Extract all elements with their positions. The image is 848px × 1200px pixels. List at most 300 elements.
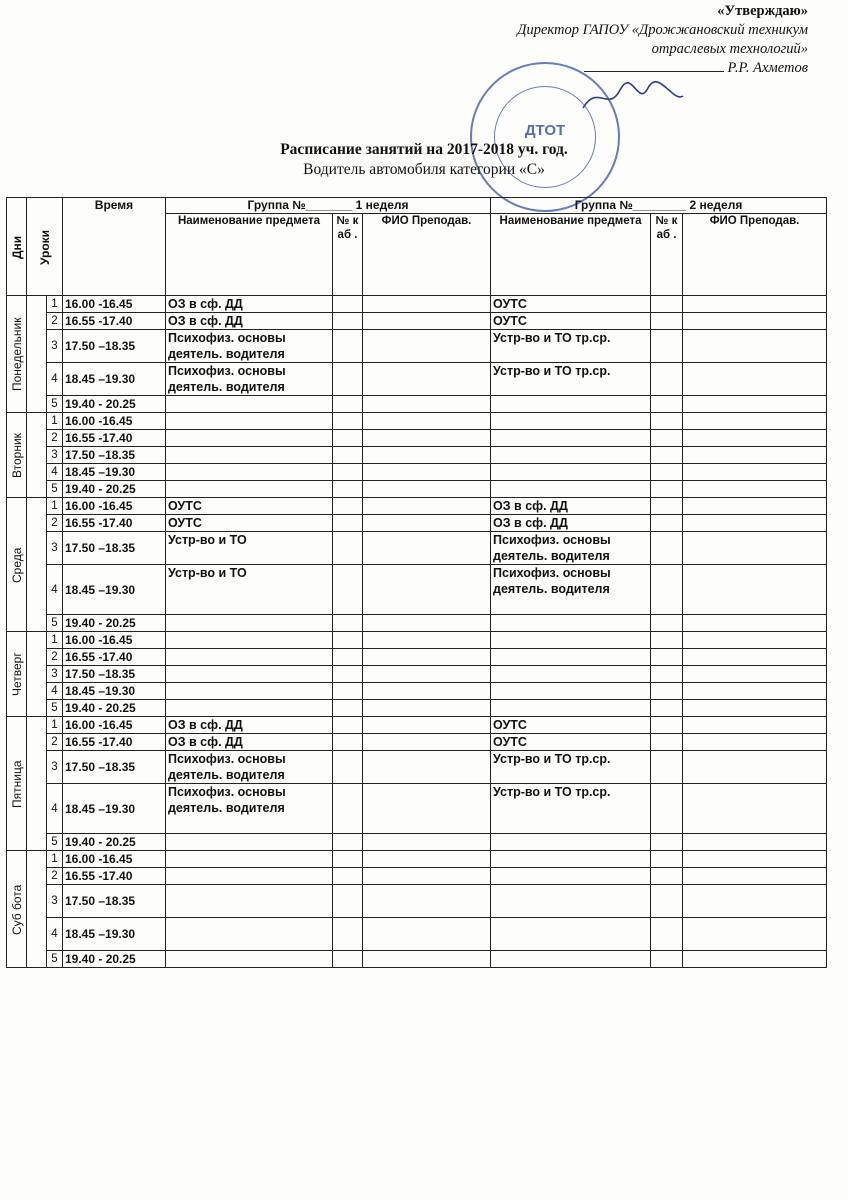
group2-room xyxy=(651,734,683,751)
group2-teacher xyxy=(683,951,827,968)
table-row xyxy=(7,430,827,447)
group1-subject: Психофиз. основы деятель. водителя xyxy=(166,751,333,784)
group2-room xyxy=(651,413,683,430)
day-name: Суб бота xyxy=(7,851,27,968)
group1-teacher xyxy=(363,515,491,532)
group2-subject xyxy=(491,481,651,498)
group2-teacher xyxy=(683,396,827,413)
group1-subject xyxy=(166,868,333,885)
group2-teacher xyxy=(683,868,827,885)
table-row xyxy=(7,951,827,968)
day-gap xyxy=(27,413,47,498)
group1-teacher xyxy=(363,851,491,868)
group2-subject: Устр-во и ТО тр.ср. xyxy=(491,330,651,363)
group2-room xyxy=(651,447,683,464)
approval-director: Директор ГАПОУ «Дрожжановский техникум xyxy=(517,22,808,38)
group2-room xyxy=(651,330,683,363)
group2-teacher xyxy=(683,296,827,313)
lesson-time: 18.45 –19.30 xyxy=(63,784,166,834)
table-row xyxy=(7,296,827,313)
group2-teacher xyxy=(683,498,827,515)
table-row xyxy=(7,532,827,565)
lesson-time: 16.00 -16.45 xyxy=(63,413,166,430)
lesson-number: 2 xyxy=(47,313,63,330)
group1-room xyxy=(333,918,363,951)
group2-room xyxy=(651,868,683,885)
table-row xyxy=(7,313,827,330)
group1-room xyxy=(333,683,363,700)
day-name: Вторник xyxy=(7,413,27,498)
group1-room xyxy=(333,784,363,834)
lesson-number: 2 xyxy=(47,430,63,447)
lesson-number: 4 xyxy=(47,565,63,615)
header-teacher-1: ФИО Преподав. xyxy=(363,214,491,296)
schedule-table xyxy=(6,197,827,968)
lesson-number: 4 xyxy=(47,683,63,700)
group2-teacher xyxy=(683,313,827,330)
group1-subject xyxy=(166,649,333,666)
lesson-number: 3 xyxy=(47,666,63,683)
group2-subject: ОУТС xyxy=(491,296,651,313)
group2-room xyxy=(651,683,683,700)
group1-subject: Устр-во и ТО xyxy=(166,532,333,565)
group1-room xyxy=(333,632,363,649)
header-subject-1: Наименование предмета xyxy=(166,214,333,296)
table-row xyxy=(7,784,827,834)
group2-subject xyxy=(491,632,651,649)
group1-teacher xyxy=(363,430,491,447)
group2-room xyxy=(651,951,683,968)
group1-subject: Психофиз. основы деятель. водителя xyxy=(166,363,333,396)
lesson-time: 19.40 - 20.25 xyxy=(63,615,166,632)
group1-room xyxy=(333,313,363,330)
group1-teacher xyxy=(363,565,491,615)
group2-room xyxy=(651,700,683,717)
table-row xyxy=(7,683,827,700)
group2-subject xyxy=(491,615,651,632)
group2-teacher xyxy=(683,851,827,868)
group1-room xyxy=(333,515,363,532)
group1-room xyxy=(333,951,363,968)
group2-room xyxy=(651,532,683,565)
lesson-number: 4 xyxy=(47,464,63,481)
lesson-time: 16.00 -16.45 xyxy=(63,717,166,734)
table-row xyxy=(7,464,827,481)
table-row xyxy=(7,868,827,885)
group1-room xyxy=(333,481,363,498)
day-gap xyxy=(27,632,47,717)
group1-subject: ОЗ в сф. ДД xyxy=(166,734,333,751)
lesson-time: 18.45 –19.30 xyxy=(63,363,166,396)
group1-subject xyxy=(166,481,333,498)
table-row xyxy=(7,918,827,951)
group1-room xyxy=(333,851,363,868)
stamp-text: ДТОТ xyxy=(524,122,566,139)
group1-room xyxy=(333,700,363,717)
group1-subject xyxy=(166,447,333,464)
group1-teacher xyxy=(363,951,491,968)
lesson-number: 5 xyxy=(47,481,63,498)
table-row xyxy=(7,481,827,498)
day-name: Среда xyxy=(7,498,27,632)
group2-room xyxy=(651,565,683,615)
lesson-number: 5 xyxy=(47,700,63,717)
group2-subject xyxy=(491,683,651,700)
group2-subject: ОЗ в сф. ДД xyxy=(491,498,651,515)
group2-teacher xyxy=(683,330,827,363)
group2-subject: ОУТС xyxy=(491,717,651,734)
group1-teacher xyxy=(363,918,491,951)
group1-subject: ОЗ в сф. ДД xyxy=(166,296,333,313)
group2-room xyxy=(651,615,683,632)
group1-teacher xyxy=(363,751,491,784)
lesson-time: 16.55 -17.40 xyxy=(63,649,166,666)
lesson-time: 16.55 -17.40 xyxy=(63,734,166,751)
lesson-number: 2 xyxy=(47,734,63,751)
table-row xyxy=(7,885,827,918)
table-row xyxy=(7,447,827,464)
group1-teacher xyxy=(363,734,491,751)
group2-subject xyxy=(491,464,651,481)
group2-room xyxy=(651,363,683,396)
lesson-number: 2 xyxy=(47,868,63,885)
lesson-number: 2 xyxy=(47,649,63,666)
group2-teacher xyxy=(683,717,827,734)
header-group2: Группа №________ 2 неделя xyxy=(491,198,827,214)
header-room-1: № к аб . xyxy=(333,214,363,296)
group2-subject: ОУТС xyxy=(491,313,651,330)
lesson-time: 18.45 –19.30 xyxy=(63,683,166,700)
group1-teacher xyxy=(363,413,491,430)
lesson-time: 18.45 –19.30 xyxy=(63,565,166,615)
group1-teacher xyxy=(363,296,491,313)
group2-room xyxy=(651,632,683,649)
group2-room xyxy=(651,313,683,330)
group1-room xyxy=(333,447,363,464)
group1-subject: ОУТС xyxy=(166,498,333,515)
group1-subject xyxy=(166,413,333,430)
table-row xyxy=(7,734,827,751)
group1-room xyxy=(333,330,363,363)
group1-room xyxy=(333,885,363,918)
group1-subject: ОУТС xyxy=(166,515,333,532)
document-title xyxy=(0,140,848,180)
group2-teacher xyxy=(683,918,827,951)
lesson-number: 1 xyxy=(47,717,63,734)
lesson-time: 16.00 -16.45 xyxy=(63,851,166,868)
group1-teacher xyxy=(363,868,491,885)
group2-teacher xyxy=(683,565,827,615)
group1-subject xyxy=(166,834,333,851)
group1-subject: ОЗ в сф. ДД xyxy=(166,313,333,330)
group2-room xyxy=(651,430,683,447)
table-row xyxy=(7,700,827,717)
group2-teacher xyxy=(683,784,827,834)
group2-teacher xyxy=(683,515,827,532)
group1-teacher xyxy=(363,632,491,649)
group1-subject xyxy=(166,851,333,868)
table-row xyxy=(7,363,827,396)
group2-subject: Устр-во и ТО тр.ср. xyxy=(491,751,651,784)
group2-room xyxy=(651,396,683,413)
group1-teacher xyxy=(363,481,491,498)
group1-teacher xyxy=(363,330,491,363)
lesson-time: 19.40 - 20.25 xyxy=(63,834,166,851)
group2-teacher xyxy=(683,481,827,498)
group2-subject: Устр-во и ТО тр.ср. xyxy=(491,784,651,834)
group1-teacher xyxy=(363,683,491,700)
group2-subject xyxy=(491,951,651,968)
group2-subject: ОЗ в сф. ДД xyxy=(491,515,651,532)
group2-teacher xyxy=(683,532,827,565)
table-row xyxy=(7,565,827,615)
group2-subject: Устр-во и ТО тр.ср. xyxy=(491,363,651,396)
group1-subject xyxy=(166,666,333,683)
group1-subject: Устр-во и ТО xyxy=(166,565,333,615)
group1-teacher xyxy=(363,717,491,734)
group1-room xyxy=(333,565,363,615)
table-row xyxy=(7,396,827,413)
group1-subject xyxy=(166,951,333,968)
table-row xyxy=(7,751,827,784)
header-subject-2: Наименование предмета xyxy=(491,214,651,296)
group1-subject xyxy=(166,464,333,481)
group2-room xyxy=(651,885,683,918)
group1-teacher xyxy=(363,649,491,666)
group2-subject xyxy=(491,430,651,447)
group1-subject xyxy=(166,430,333,447)
table-row xyxy=(7,851,827,868)
group1-room xyxy=(333,296,363,313)
table-row xyxy=(7,632,827,649)
group2-room xyxy=(651,481,683,498)
group2-teacher xyxy=(683,649,827,666)
group2-subject: Психофиз. основы деятель. водителя xyxy=(491,532,651,565)
group2-teacher xyxy=(683,734,827,751)
group2-room xyxy=(651,851,683,868)
group1-room xyxy=(333,666,363,683)
group2-teacher xyxy=(683,632,827,649)
day-name: Понедельник xyxy=(7,296,27,413)
group1-teacher xyxy=(363,447,491,464)
header-lessons: Уроки xyxy=(27,198,63,296)
title-sub: Водитель автомобиля категории «С» xyxy=(303,161,545,178)
group2-teacher xyxy=(683,834,827,851)
group1-subject xyxy=(166,918,333,951)
table-row xyxy=(7,666,827,683)
group2-room xyxy=(651,464,683,481)
lesson-time: 17.50 –18.35 xyxy=(63,666,166,683)
group1-room xyxy=(333,396,363,413)
header-group1: Группа №_______ 1 неделя xyxy=(166,198,491,214)
group1-teacher xyxy=(363,666,491,683)
lesson-number: 1 xyxy=(47,498,63,515)
lesson-time: 18.45 –19.30 xyxy=(63,464,166,481)
group2-room xyxy=(651,498,683,515)
header-day: Дни xyxy=(7,198,27,296)
table-row xyxy=(7,413,827,430)
lesson-number: 3 xyxy=(47,751,63,784)
lesson-time: 19.40 - 20.25 xyxy=(63,481,166,498)
group1-teacher xyxy=(363,498,491,515)
lesson-number: 3 xyxy=(47,447,63,464)
approval-org: отраслевых технологий» xyxy=(651,41,808,57)
group1-teacher xyxy=(363,615,491,632)
lesson-number: 4 xyxy=(47,363,63,396)
group1-subject: ОЗ в сф. ДД xyxy=(166,717,333,734)
lesson-time: 17.50 –18.35 xyxy=(63,885,166,918)
group1-room xyxy=(333,834,363,851)
group2-teacher xyxy=(683,447,827,464)
group2-subject xyxy=(491,834,651,851)
group1-room xyxy=(333,413,363,430)
group1-subject xyxy=(166,700,333,717)
group2-teacher xyxy=(683,615,827,632)
group2-room xyxy=(651,296,683,313)
table-row xyxy=(7,498,827,515)
group1-room xyxy=(333,532,363,565)
table-row xyxy=(7,330,827,363)
lesson-number: 5 xyxy=(47,396,63,413)
approval-title: «Утверждаю» xyxy=(717,3,808,19)
group1-subject xyxy=(166,885,333,918)
group2-teacher xyxy=(683,700,827,717)
day-gap xyxy=(27,851,47,968)
group1-room xyxy=(333,498,363,515)
group1-teacher xyxy=(363,313,491,330)
group2-subject xyxy=(491,851,651,868)
day-gap xyxy=(27,498,47,632)
group2-room xyxy=(651,751,683,784)
lesson-time: 17.50 –18.35 xyxy=(63,447,166,464)
group2-subject xyxy=(491,666,651,683)
group1-room xyxy=(333,464,363,481)
group1-subject xyxy=(166,615,333,632)
lesson-number: 3 xyxy=(47,330,63,363)
lesson-number: 5 xyxy=(47,951,63,968)
group2-room xyxy=(651,834,683,851)
lesson-number: 1 xyxy=(47,851,63,868)
day-gap xyxy=(27,717,47,851)
group2-room xyxy=(651,666,683,683)
lesson-time: 17.50 –18.35 xyxy=(63,532,166,565)
group2-subject xyxy=(491,885,651,918)
signature xyxy=(578,78,688,118)
lesson-number: 3 xyxy=(47,532,63,565)
lesson-number: 1 xyxy=(47,632,63,649)
group1-room xyxy=(333,751,363,784)
lesson-number: 4 xyxy=(47,784,63,834)
group2-subject: Психофиз. основы деятель. водителя xyxy=(491,565,651,615)
group1-teacher xyxy=(363,700,491,717)
group2-teacher xyxy=(683,751,827,784)
group2-teacher xyxy=(683,885,827,918)
table-row xyxy=(7,834,827,851)
group1-teacher xyxy=(363,363,491,396)
header-time: Время xyxy=(63,198,166,296)
group1-room xyxy=(333,363,363,396)
group2-subject xyxy=(491,396,651,413)
group1-room xyxy=(333,649,363,666)
group2-subject xyxy=(491,700,651,717)
group1-subject: Психофиз. основы деятель. водителя xyxy=(166,330,333,363)
title-main: Расписание занятий на 2017-2018 уч. год. xyxy=(280,141,568,158)
group2-subject xyxy=(491,447,651,464)
lesson-time: 16.55 -17.40 xyxy=(63,868,166,885)
lesson-time: 19.40 - 20.25 xyxy=(63,396,166,413)
group1-subject xyxy=(166,632,333,649)
group1-teacher xyxy=(363,396,491,413)
group1-room xyxy=(333,717,363,734)
group2-room xyxy=(651,784,683,834)
approval-name: Р.Р. Ахметов xyxy=(727,60,808,76)
day-name: Пятница xyxy=(7,717,27,851)
group2-subject: ОУТС xyxy=(491,734,651,751)
lesson-number: 5 xyxy=(47,615,63,632)
lesson-time: 16.00 -16.45 xyxy=(63,498,166,515)
lesson-time: 17.50 –18.35 xyxy=(63,330,166,363)
group2-teacher xyxy=(683,413,827,430)
lesson-time: 16.00 -16.45 xyxy=(63,632,166,649)
group1-teacher xyxy=(363,464,491,481)
group2-room xyxy=(651,515,683,532)
lesson-time: 18.45 –19.30 xyxy=(63,918,166,951)
group1-teacher xyxy=(363,834,491,851)
group1-subject: Психофиз. основы деятель. водителя xyxy=(166,784,333,834)
table-row xyxy=(7,649,827,666)
table-row xyxy=(7,615,827,632)
group2-teacher xyxy=(683,363,827,396)
group1-teacher xyxy=(363,532,491,565)
lesson-number: 2 xyxy=(47,515,63,532)
lesson-time: 19.40 - 20.25 xyxy=(63,951,166,968)
day-name: Четверг xyxy=(7,632,27,717)
day-gap xyxy=(27,296,47,413)
header-room-2: № к аб . xyxy=(651,214,683,296)
group2-subject xyxy=(491,413,651,430)
group2-teacher xyxy=(683,464,827,481)
header-teacher-2: ФИО Преподав. xyxy=(683,214,827,296)
group2-room xyxy=(651,649,683,666)
group1-room xyxy=(333,430,363,447)
group1-subject xyxy=(166,396,333,413)
group1-room xyxy=(333,615,363,632)
table-row xyxy=(7,515,827,532)
group1-room xyxy=(333,734,363,751)
group2-teacher xyxy=(683,666,827,683)
group2-room xyxy=(651,918,683,951)
group2-teacher xyxy=(683,683,827,700)
lesson-time: 16.55 -17.40 xyxy=(63,313,166,330)
group2-teacher xyxy=(683,430,827,447)
lesson-number: 1 xyxy=(47,413,63,430)
group2-subject xyxy=(491,649,651,666)
group1-room xyxy=(333,868,363,885)
lesson-number: 5 xyxy=(47,834,63,851)
lesson-number: 1 xyxy=(47,296,63,313)
lesson-number: 4 xyxy=(47,918,63,951)
lesson-number: 3 xyxy=(47,885,63,918)
group2-room xyxy=(651,717,683,734)
table-row xyxy=(7,717,827,734)
group2-subject xyxy=(491,868,651,885)
lesson-time: 19.40 - 20.25 xyxy=(63,700,166,717)
lesson-time: 17.50 –18.35 xyxy=(63,751,166,784)
group1-teacher xyxy=(363,784,491,834)
group1-subject xyxy=(166,683,333,700)
lesson-time: 16.55 -17.40 xyxy=(63,430,166,447)
lesson-time: 16.55 -17.40 xyxy=(63,515,166,532)
